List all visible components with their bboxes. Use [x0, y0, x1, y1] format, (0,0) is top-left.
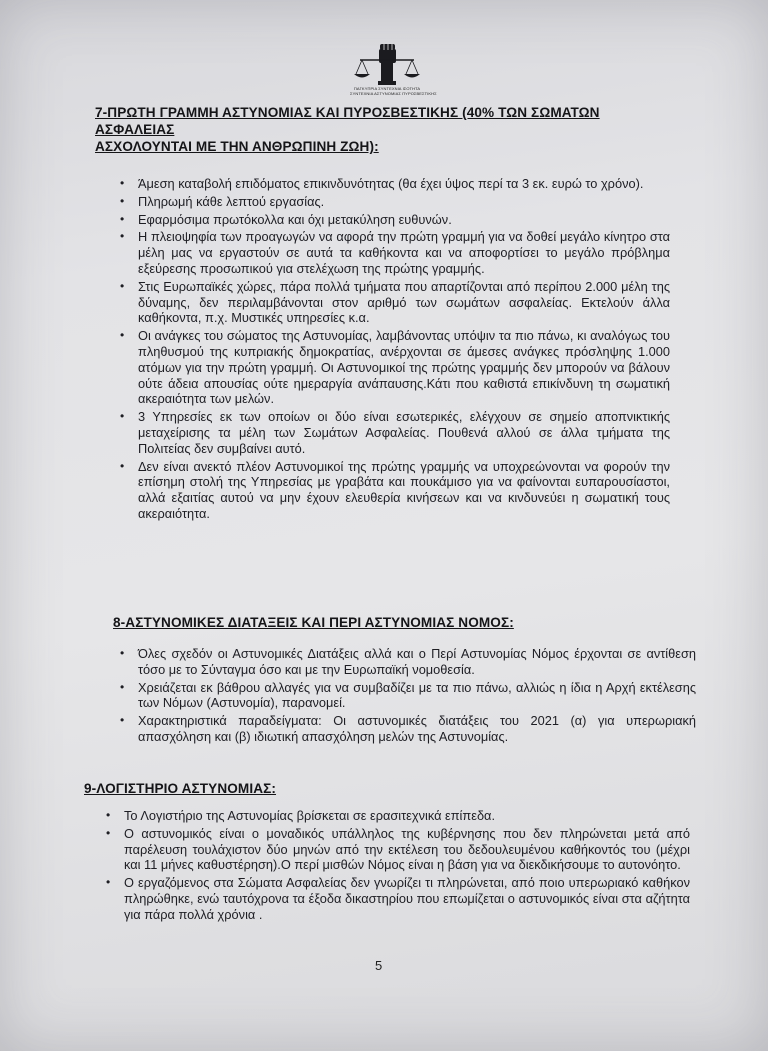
list-item: • 3 Υπηρεσίες εκ των οποίων οι δύο είναι εσωτερικές, ελέγχουν σε σημείο αποπνικτικής μεταχείρισης τα μέλη των Σωμάτων Ασφαλείας. Πουθενά αλλού σε άλλα τμήματα της Πολιτείας δεν συμβαίνει αυτό. [120, 409, 670, 456]
section-7-heading-line1: 7-ΠΡΩΤΗ ΓΡΑΜΜΗ ΑΣΤΥΝΟΜΙΑΣ ΚΑΙ ΠΥΡΟΣΒΕΣΤΙΚΗΣ (40% ΤΩΝ ΣΩΜΑΤΩΝ ΑΣΦΑΛΕΙΑΣ [95, 105, 600, 137]
list-item: • Οι ανάγκες του σώματος της Αστυνομίας, λαμβάνοντας υπόψιν τα πιο πάνω, κι αναλόγως του πληθυσμού της κυπριακής δημοκρατίας, ανέρχονται σε άμεσες ανάγκες πρόσληψης 1.000 ατόμων για την πρώτη γραμμή. Οι Αστυνομικοί της πρώτης γραμμής δεν μπορούν να βάλουν ούτε άδεια απουσίας ούτε ημεραργία ανάπαυσης.Κάτι που καθιστά επικίνδυνη τη σωματική ακεραιότητα των μελών. [120, 328, 670, 407]
section-9-heading-line1: 9-ΛΟΓΙΣΤΗΡΙΟ ΑΣΤΥΝΟΜΙΑΣ: [84, 781, 277, 796]
list-item: • Η πλειοψηφία των προαγωγών να αφορά την πρώτη γραμμή για να δοθεί μεγάλο κίνητρο στα μέλη μας να εργαστούν σε αυτά τα καθήκοντα και να αποφορτίσει το μεγάλο πρόβλημα εξεύρεσης προσωπικού για στελέχωση της πρώτης γραμμής. [120, 229, 670, 276]
list-item: • Πληρωμή κάθε λεπτού εργασίας. [120, 193, 325, 209]
list-item: • Ο αστυνομικός είναι ο μοναδικός υπάλληλος της κυβέρνησης που δεν πληρώνεται μετά από παρέλευση τουλάχιστον δύο μηνών από την εκτέλεση του δεδουλευμένου καθήκοντός του (μέχρι και 11 μήνες καθυστέρηση).Ο περί μισθών Νόμος είναι η βάση για να διεκδικήσουμε το αυτονόητο. [106, 825, 690, 873]
list-item: • Το Λογιστήριο της Αστυνομίας βρίσκεται σε ερασιτεχνικά επίπεδα. [106, 808, 496, 823]
section-8-heading-line1: 8-ΑΣΤΥΝΟΜΙΚΕΣ ΔΙΑΤΑΞΕΙΣ ΚΑΙ ΠΕΡΙ ΑΣΤΥΝΟΜΙΑΣ ΝΟΜΟΣ: [113, 615, 514, 630]
section-8-heading [113, 614, 633, 631]
list-item: • Ο εργαζόμενος στα Σώματα Ασφαλείας δεν γνωρίζει τι πληρώνεται, από ποιο υπερωριακό καθήκον πληρώθηκε, ενώ ταυτόχρονα τα έξοδα δικαστηρίου που επωμίζεται ο αστυνομικός είναι στα αζήτητα για πάρα πολλά χρόνια . [106, 875, 690, 922]
bullet-icon: • [106, 875, 111, 890]
bullet-icon: • [120, 176, 125, 190]
list-item: • Άμεση καταβολή επιδόματος επικινδυνότητας (θα έχει ύψος περί τα 3 εκ. ευρώ το χρόνο). [120, 176, 644, 191]
bullet-icon: • [120, 328, 125, 343]
list-item: • Όλες σχεδόν οι Αστυνομικές Διατάξεις αλλά και ο Περί Αστυνομίας Νόμος έρχονται σε αντίθεση τόσο με το Σύνταγμα όσο και με την Ευρωπαϊκή νομοθεσία. [120, 646, 696, 677]
bullet-icon: • [120, 679, 125, 694]
list-item: • Δεν είναι ανεκτό πλέον Αστυνομικοί της πρώτης γραμμής να υποχρεώνονται να φορούν την επίσημη στολή της Υπηρεσίας με γραβάτα και πουκάμισο για να φαίνονται ευπαρουσίαστοι, αλλά εξαιτίας αυτού να μην έχουν ελευθερία κινήσεων και να κινδυνεύει η σωματική τους ακεραιότητα. [120, 458, 670, 521]
bullet-icon: • [120, 229, 125, 244]
list-item: • Εφαρμόσιμα πρωτόκολλα και όχι μετακύληση ευθυνών. [120, 211, 452, 227]
page-number: 5 [375, 958, 383, 973]
bullet-icon: • [120, 193, 125, 208]
list-item: • Χρειάζεται εκ βάθρου αλλαγές για να συμβαδίζει με τα πιο πάνω, αλλιώς η ίδια η Αρχή εκτέλεσης των Νόμων (Αστυνομία), παρανομεί. [120, 679, 696, 711]
bullet-icon: • [106, 825, 111, 840]
section-7-heading-line2: ΑΣΧΟΛΟΥΝΤΑΙ ΜΕ ΤΗΝ ΑΝΘΡΩΠΙΝΗ ΖΩΗ): [95, 139, 379, 154]
bullet-icon: • [120, 646, 125, 660]
bullet-icon: • [120, 211, 125, 226]
bullet-icon: • [106, 808, 111, 822]
section-7-list [120, 176, 670, 524]
section-9-list [106, 808, 690, 925]
list-item: • Χαρακτηριστικά παραδείγματα: Οι αστυνομικές διατάξεις του 2021 (α) για υπερωριακή απασχόληση και (β) ιδιωτική απασχόληση μελών της Αστυνομίας. [120, 713, 696, 744]
list-item: • Στις Ευρωπαϊκές χώρες, πάρα πολλά τμήματα που απαρτίζονται από περίπου 2.000 μέλη της δύναμης, δεν περιλαμβάνονται στον αριθμό των σωμάτων ασφαλείας. Εκτελούν άλλα καθήκοντα, π.χ. Μυστικές υπηρεσίες κ.α. [120, 278, 670, 326]
bullet-icon: • [120, 458, 125, 473]
bullet-icon: • [120, 278, 125, 293]
bullet-icon: • [120, 713, 125, 728]
section-8-list [120, 646, 696, 747]
logo-caption-line2: ΣΥΝΤΕΧΝΙΑ ΑΣΤΥΝΟΜΙΑΣ ΠΥΡΟΣΒΕΣΤΙΚΗΣ [350, 91, 437, 96]
bullet-icon: • [120, 409, 125, 424]
section-9-heading [84, 780, 484, 797]
section-7-heading [95, 104, 655, 155]
logo-caption-line1: ΠΑΓΚΥΠΡΙΑ ΣΥΝΤΕΧΝΙΑ ΙΣΟΤΗΤΑ [353, 86, 421, 91]
